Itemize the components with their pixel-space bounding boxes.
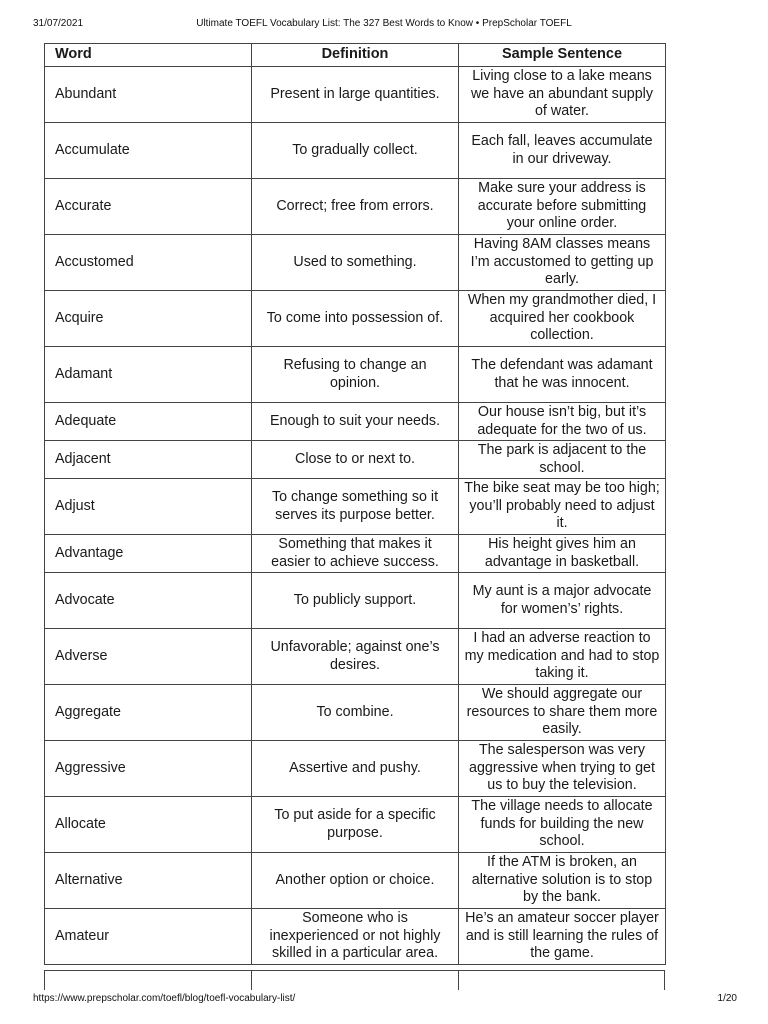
sentence-cell: The park is adjacent to the school. [459, 441, 666, 479]
word-cell: Adjust [45, 479, 252, 535]
word-cell: Accumulate [45, 123, 252, 179]
word-cell: Accurate [45, 179, 252, 235]
print-url: https://www.prepscholar.com/toefl/blog/toefl-vocabulary-list/ [33, 993, 296, 1004]
table-row [45, 629, 666, 685]
column-header-word: Word [45, 44, 252, 67]
definition-cell: To come into possession of. [252, 291, 459, 347]
sentence-cell: The defendant was adamant that he was innocent. [459, 347, 666, 403]
word-cell: Alternative [45, 853, 252, 909]
sentence-cell: His height gives him an advantage in basketball. [459, 535, 666, 573]
table-row [45, 909, 666, 965]
word-cell: Aggressive [45, 741, 252, 797]
sentence-cell: Make sure your address is accurate before submitting your online order. [459, 179, 666, 235]
sentence-cell: We should aggregate our resources to share them more easily. [459, 685, 666, 741]
print-date: 31/07/2021 [33, 18, 84, 29]
table-row [45, 741, 666, 797]
word-cell: Allocate [45, 797, 252, 853]
sentence-cell: The salesperson was very aggressive when trying to get us to buy the television. [459, 741, 666, 797]
table-row [45, 535, 666, 573]
definition-cell: Present in large quantities. [252, 67, 459, 123]
definition-cell: To change something so it serves its purpose better. [252, 479, 459, 535]
sentence-cell: He’s an amateur soccer player and is still learning the rules of the game. [459, 909, 666, 965]
definition-cell: To gradually collect. [252, 123, 459, 179]
table-row [45, 573, 666, 629]
vocabulary-table [44, 43, 666, 965]
definition-cell: To combine. [252, 685, 459, 741]
definition-cell: Correct; free from errors. [252, 179, 459, 235]
word-cell: Accustomed [45, 235, 252, 291]
definition-cell: Unfavorable; against one’s desires. [252, 629, 459, 685]
table-row [45, 123, 666, 179]
table-row [45, 853, 666, 909]
word-cell: Advantage [45, 535, 252, 573]
table-row [45, 797, 666, 853]
table-row [45, 685, 666, 741]
table-row [45, 347, 666, 403]
print-footer [0, 993, 768, 1007]
table-row [45, 179, 666, 235]
sentence-cell: Our house isn’t big, but it’s adequate for the two of us. [459, 403, 666, 441]
word-cell: Abundant [45, 67, 252, 123]
word-cell: Adamant [45, 347, 252, 403]
word-cell: Amateur [45, 909, 252, 965]
print-title: Ultimate TOEFL Vocabulary List: The 327 Best Words to Know • PrepScholar TOEFL [196, 18, 572, 29]
word-cell: Acquire [45, 291, 252, 347]
table-header-row [45, 44, 666, 67]
definition-cell: Used to something. [252, 235, 459, 291]
definition-cell: Something that makes it easier to achieve success. [252, 535, 459, 573]
column-header-sample-sentence: Sample Sentence [459, 44, 666, 67]
definition-cell: Assertive and pushy. [252, 741, 459, 797]
column-header-definition: Definition [252, 44, 459, 67]
definition-cell: Enough to suit your needs. [252, 403, 459, 441]
definition-cell: Refusing to change an opinion. [252, 347, 459, 403]
sentence-cell: The village needs to allocate funds for building the new school. [459, 797, 666, 853]
table-row [45, 67, 666, 123]
word-cell: Adjacent [45, 441, 252, 479]
table-row [45, 479, 666, 535]
sentence-cell: The bike seat may be too high; you’ll probably need to adjust it. [459, 479, 666, 535]
word-cell: Adequate [45, 403, 252, 441]
definition-cell: Another option or choice. [252, 853, 459, 909]
sentence-cell: When my grandmother died, I acquired her cookbook collection. [459, 291, 666, 347]
definition-cell: To put aside for a specific purpose. [252, 797, 459, 853]
definition-cell: Close to or next to. [252, 441, 459, 479]
sentence-cell: Each fall, leaves accumulate in our driveway. [459, 123, 666, 179]
table-continuation-row [44, 970, 665, 990]
table-row [45, 403, 666, 441]
sentence-cell: If the ATM is broken, an alternative solution is to stop by the bank. [459, 853, 666, 909]
word-cell: Adverse [45, 629, 252, 685]
table-row [45, 441, 666, 479]
definition-cell: Someone who is inexperienced or not highly skilled in a particular area. [252, 909, 459, 965]
word-cell: Aggregate [45, 685, 252, 741]
sentence-cell: Living close to a lake means we have an abundant supply of water. [459, 67, 666, 123]
print-header [0, 18, 768, 32]
sentence-cell: Having 8AM classes means I’m accustomed to getting up early. [459, 235, 666, 291]
sentence-cell: I had an adverse reaction to my medication and had to stop taking it. [459, 629, 666, 685]
sentence-cell: My aunt is a major advocate for women’s’ rights. [459, 573, 666, 629]
definition-cell: To publicly support. [252, 573, 459, 629]
table-row [45, 235, 666, 291]
word-cell: Advocate [45, 573, 252, 629]
print-page-number: 1/20 [717, 993, 737, 1004]
table-row [45, 291, 666, 347]
